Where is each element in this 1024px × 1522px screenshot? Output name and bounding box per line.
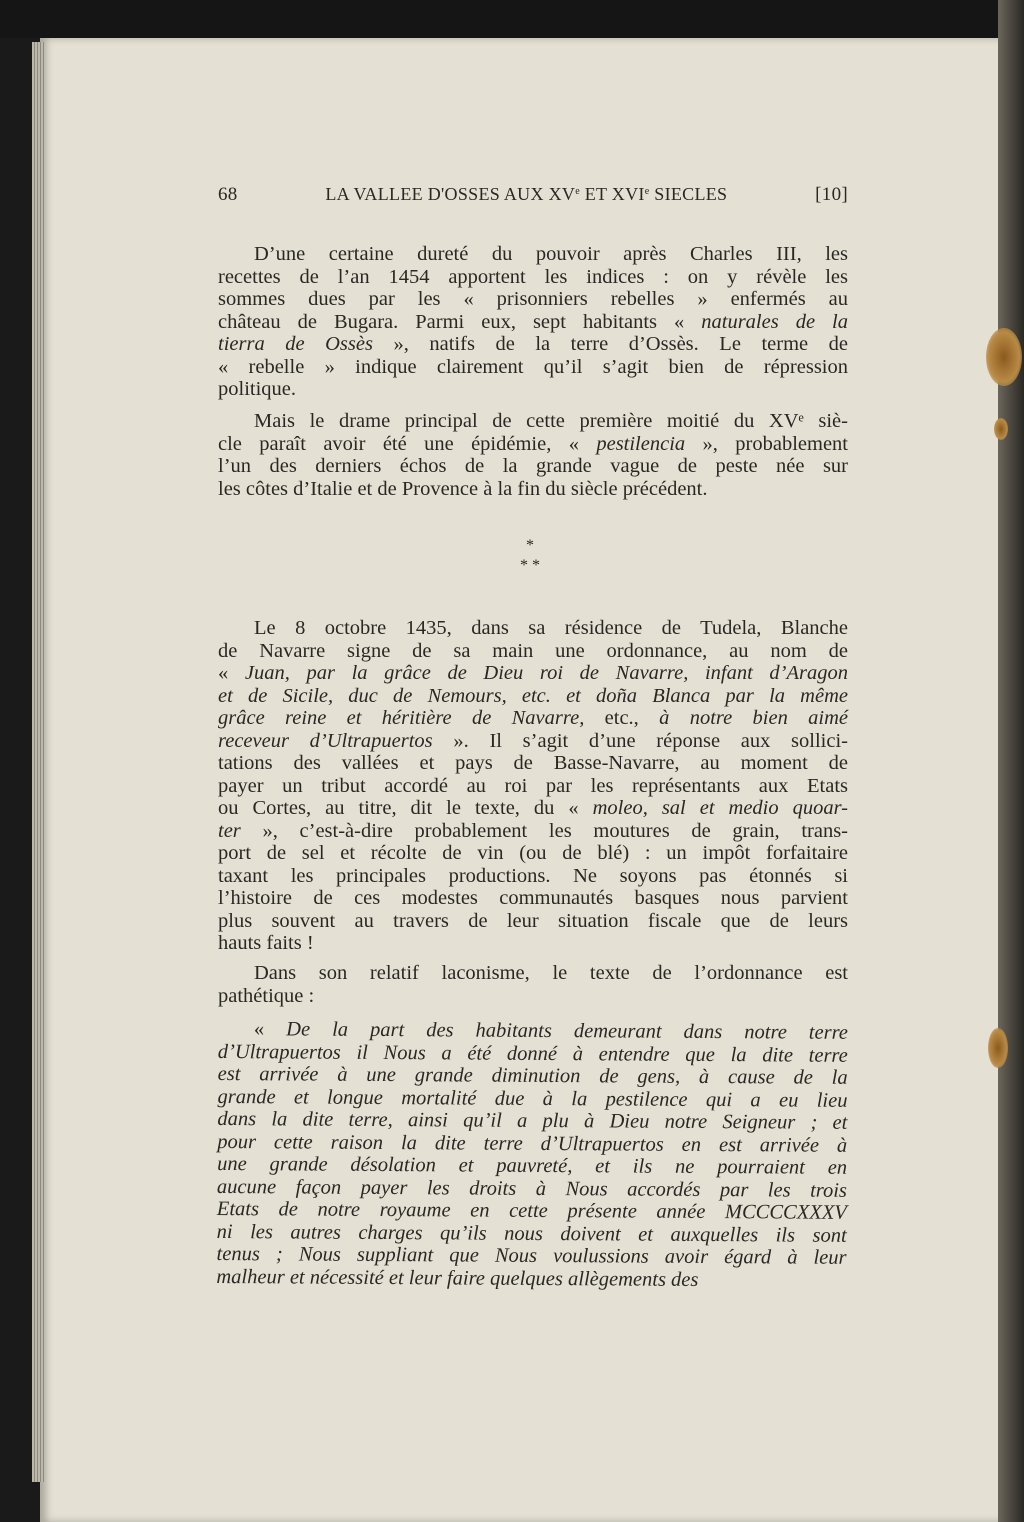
text-run: «: [218, 662, 245, 684]
text-run: payer un tribut accordé au roi par les représentants aux Etats: [218, 774, 848, 797]
text-run: », probablement: [685, 432, 848, 455]
italic-text: est arrivée à une grande diminution de gens, à cause de la: [217, 1062, 848, 1089]
text-line: [218, 820, 848, 843]
italic-text: naturales de la: [701, 310, 848, 333]
title-part: ET XVI: [579, 184, 645, 204]
text-run: ». Il s’agit d’une réponse aux sollici-: [432, 729, 848, 752]
italic-text: Juan, par la grâce de Dieu roi de Navarre, infant d’Aragon: [244, 662, 848, 684]
text-line: [218, 865, 848, 888]
italic-text: Etats de notre royaume en cette présente année MCCCCXXXV: [216, 1197, 847, 1224]
paragraph: [218, 243, 848, 401]
text-line: [218, 842, 848, 865]
text-run: hauts faits !: [218, 932, 314, 954]
italic-text: à notre bien aimé: [659, 707, 849, 729]
superscript: e: [575, 186, 580, 197]
text-run: recettes de l’an 1454 apportent les indices : on y révèle les: [218, 265, 848, 288]
text-line: [218, 640, 848, 663]
italic-text: tierra de Ossès: [218, 333, 373, 355]
text-line: [218, 433, 848, 456]
text-run: politique.: [218, 378, 297, 400]
text-line: [218, 266, 848, 289]
text-run: cle paraît avoir été une épidémie, «: [218, 432, 597, 455]
italic-text: malheur et nécessité et leur faire quelques allègements des: [216, 1265, 699, 1291]
text-line: [218, 797, 848, 820]
running-title: [325, 184, 727, 205]
text-line: [216, 1265, 846, 1291]
text-run: port de sel et récolte de vin (ou de blé) : un impôt forfaitaire: [218, 842, 848, 864]
italic-text: grande et longue mortalité due à la pestilence qui a eu lieu: [217, 1085, 848, 1112]
paragraph: [218, 410, 848, 500]
running-header: [218, 184, 848, 206]
text-run: taxant les principales productions. Ne soyons pas étonnés si: [218, 864, 848, 887]
text-run: « rebelle » indique clairement qu’il s’agit bien de répression: [218, 355, 848, 378]
text-line: [218, 962, 848, 985]
paragraph: [218, 617, 848, 955]
text-run: de Navarre signe de sa main une ordonnance, au nom de: [218, 639, 848, 662]
page-edges: [32, 42, 44, 1482]
text-run: l’histoire de ces modestes communautés basques nous parvient: [218, 887, 848, 909]
italic-text: dans la dite terre, ainsi qu’il a plu à Dieu notre Seigneur ; et: [217, 1107, 848, 1134]
text-run: ou Cortes, au titre, dit le texte, du «: [218, 797, 593, 819]
superscript: e: [644, 186, 650, 197]
italic-text: et de Sicile, duc de Nemours, etc. et doña Blanca par la même: [218, 684, 848, 707]
text-line: [218, 478, 848, 501]
text-run: etc.,: [584, 707, 660, 729]
text-line: [218, 887, 848, 910]
text-line: [218, 932, 848, 955]
italic-text: une grande désolation et pauvreté, et ils ne pourraient en: [217, 1152, 848, 1179]
italic-text: moleo, sal et medio quoar-: [592, 797, 848, 819]
text-run: l’un des derniers échos de la grande vague de peste née sur: [218, 455, 848, 477]
text-run: Le 8 octobre 1435, dans sa résidence de Tudela, Blanche: [254, 617, 848, 639]
stain-mark: [986, 328, 1022, 386]
title-part: LA VALLEE D'OSSES AUX XV: [325, 184, 576, 204]
text-run: Mais le drame principal de cette première moitié du XVᵉ siè-: [254, 410, 848, 432]
text-line: [218, 288, 848, 311]
text-line: [218, 378, 848, 401]
text-run: D’une certaine dureté du pouvoir après Charles III, les: [254, 243, 848, 265]
stain-mark: [994, 418, 1008, 440]
title-part: SIECLES: [649, 184, 728, 204]
text-line: [218, 243, 848, 266]
quotation: [216, 1018, 848, 1292]
text-run: tations des vallées et pays de Basse-Navarre, au moment de: [218, 752, 848, 774]
facing-page-edge: [998, 0, 1024, 1522]
italic-text: pour cette raison la dite terre d’Ultrapuertos en est arrivée à: [217, 1130, 848, 1157]
italic-text: pestilencia: [596, 432, 686, 455]
text-run: », natifs de la terre d’Ossès. Le terme de: [372, 333, 848, 355]
italic-text: De la part des habitants demeurant dans notre terre: [286, 1018, 849, 1044]
italic-text: ni les autres charges qu’ils nous doivent et auxquelles ils sont: [216, 1220, 847, 1247]
paragraph: [218, 962, 848, 1007]
text-line: [218, 985, 848, 1008]
text-run: Dans son relatif laconisme, le texte de l’ordonnance est: [254, 962, 848, 984]
text-line: [218, 707, 848, 730]
asterism-bottom: * *: [520, 557, 540, 574]
page-number: 68: [218, 184, 238, 205]
text-run: château de Bugara. Parmi eux, sept habitants «: [218, 310, 702, 333]
text-run: «: [253, 1018, 287, 1041]
italic-text: ter: [218, 819, 241, 842]
text-line: [218, 356, 848, 379]
italic-text: receveur d’Ultrapuertos: [218, 729, 433, 752]
stain-mark: [988, 1028, 1008, 1068]
italic-text: d’Ultrapuertos il Nous a été donné à entendre que la dite terre: [217, 1040, 848, 1067]
text-run: les côtes d’Italie et de Provence à la fin du siècle précédent.: [218, 477, 708, 500]
text-run: », c’est-à-dire probablement les moutures de grain, trans-: [240, 819, 848, 842]
text-line: [218, 752, 848, 775]
scan-background: [0, 0, 1024, 38]
text-line: [218, 662, 848, 685]
italic-text: grâce reine et héritière de Navarre,: [218, 707, 585, 729]
text-line: [218, 775, 848, 798]
text-line: [218, 455, 848, 478]
text-line: [218, 617, 848, 640]
section-separator: [505, 536, 555, 576]
asterism-top: *: [526, 537, 534, 554]
text-run: sommes dues par les « prisonniers rebelles » enfermés au: [218, 288, 848, 310]
text-run: pathétique :: [218, 984, 315, 1007]
text-line: [218, 311, 848, 334]
section-number: [10]: [815, 184, 848, 205]
text-run: plus souvent au travers de leur situation fiscale que de leurs: [218, 909, 848, 932]
text-line: [218, 910, 848, 933]
italic-text: aucune façon payer les droits à Nous accordés par les trois: [216, 1175, 848, 1202]
text-line: [218, 685, 848, 708]
text-line: [218, 410, 848, 433]
italic-text: tenus ; Nous suppliant que Nous voulussions avoir égard à leur: [216, 1242, 847, 1269]
text-line: [218, 333, 848, 356]
text-line: [218, 730, 848, 753]
